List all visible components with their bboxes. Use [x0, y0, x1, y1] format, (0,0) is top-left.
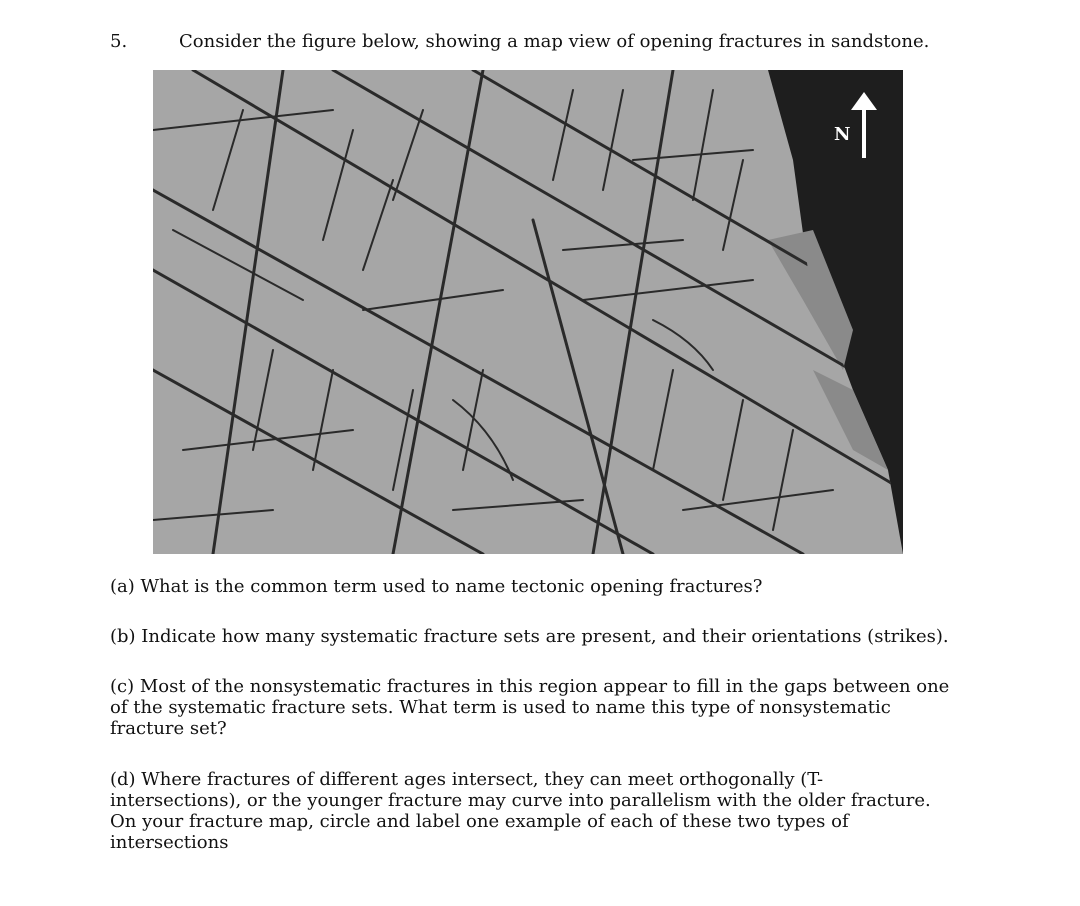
part-a-text: (a) What is the common term used to name tectonic opening fractures? [110, 576, 763, 597]
north-label: N [834, 124, 851, 145]
part-d-text: (d) Where fractures of different ages intersect, they can meet orthogonally (T-intersections), or the younger fracture may curve into parallelism with the older fracture. On your fracture map, circle and label one example of each of these two types of intersections [110, 769, 931, 853]
fracture-map-photo [153, 70, 903, 554]
north-arrow-icon [851, 92, 877, 158]
question-intro: Consider the figure below, showing a map view of opening fractures in sandstone. [179, 31, 930, 52]
question-number: 5. [110, 31, 128, 52]
part-c-text: (c) Most of the nonsystematic fractures in this region appear to fill in the gaps between one of the systematic fracture sets. What term is used to name this type of nonsystematic fracture set? [110, 676, 950, 739]
fracture-map-svg [153, 70, 903, 554]
part-b-text: (b) Indicate how many systematic fracture sets are present, and their orientations (strikes). [110, 626, 949, 647]
